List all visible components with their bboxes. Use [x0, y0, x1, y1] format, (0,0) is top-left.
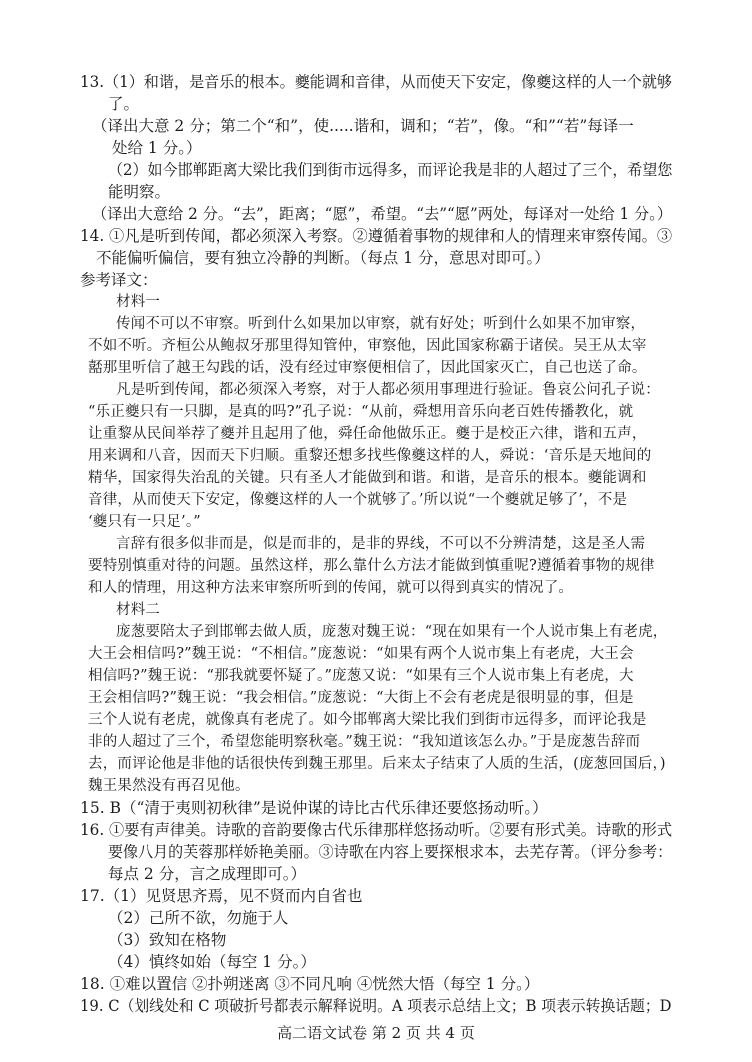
text-line: 每点 2 分，言之成理即可。） [108, 865, 306, 883]
text-line: ‘夔只有一只足’。” [88, 514, 201, 530]
text-line: 要特别慎重对待的问题。虽然这样，那么靠什么方法才能做到慎重呢?遵循着事物的规律 [88, 558, 655, 574]
text-line: 16. ①要有声律美。诗歌的音韵要像古代乐律那样悠扬动听。②要有形式美。诗歌的形式 [80, 821, 673, 839]
text-line: 14. ①凡是听到传闻，都必须深入考察。②遵循着事物的规律和人的情理来审察传闻。③ [80, 227, 673, 245]
text-line: 让重黎从民间举荐了夔并且起用了他，舜任命他做乐正。夔于是校正六律，谐和五声， [88, 426, 647, 442]
text-line: 去，而评论他是非他的话很快传到魏王那里。后来太子结束了人质的生活，(庞葱回国后，) [88, 756, 666, 772]
text-line: 了。 [108, 95, 140, 113]
page-footer: 高二语文试卷 第 2 页 共 4 页 [277, 1024, 475, 1042]
text-line: 传闻不可以不审察。听到什么如果加以审察，就有好处；听到什么如果不加审察， [116, 316, 646, 332]
text-line: 相信吗?”魏王说：“那我就要怀疑了。”庞葱又说：“如果有三个人说市集上有老虎，大 [88, 668, 634, 684]
text-line: （2）己所不欲，勿施于人 [108, 909, 289, 927]
text-line: 凡是听到传闻，都必须深入考察，对于人都必须用事理进行验证。鲁哀公问孔子说： [116, 382, 660, 398]
text-line: 15. B（“清于夷则初秋律”是说仲谋的诗比古代乐律还要悠扬动听。） [80, 799, 548, 817]
text-line: 王会相信吗?”魏王说：“我会相信。”庞葱说：“大街上不会有老虎是很明显的事，但是 [88, 690, 634, 706]
text-line: 处给 1 分。） [112, 139, 202, 157]
text-line: 13.（1）和谐，是音乐的根本。夔能调和音律，从而使天下安定，像夔这样的人一个就够 [80, 73, 673, 91]
text-line: 材料一 [116, 294, 161, 310]
text-line: 庞葱要陪太子到邯郸去做人质，庞葱对魏王说：“现在如果有一个人说市集上有老虎， [116, 624, 668, 640]
text-line: 言辞有很多似非而是，似是而非的，是非的界线，不可以不分辨清楚，这是圣人需 [116, 536, 646, 552]
text-line: 用来调和八音，因而天下归顺。重黎还想多找些像夔这样的人，舜说：‘音乐是天地间的 [88, 448, 652, 464]
text-line: 大王会相信吗?”魏王说：“不相信。”庞葱说：“如果有两个人说市集上有老虎，大王会 [88, 646, 634, 662]
text-line: 能明察。 [108, 183, 171, 201]
text-line: 19. C（划线处和 C 项破折号都表示解释说明。A 项表示总结上文；B 项表示转换话题；D [80, 997, 672, 1015]
text-line: “乐正夔只有一只脚，是真的吗?”孔子说：“从前，舜想用音乐向老百姓传播教化，就 [88, 404, 634, 420]
text-line: （译出大意给 2 分。“去”，距离；“愿”，希望。“去”“愿”两处，每译对一处给 1 分。） [92, 205, 673, 223]
text-line: 不能偏听偏信，要有独立冷静的判断。（每点 1 分，意思对即可。） [96, 249, 550, 267]
text-line: 精华，国家得失治乱的关键。只有圣人才能做到和谐。和谐，是音乐的根本。夔能调和 [88, 470, 647, 486]
text-line: 不如不听。齐桓公从鲍叔牙那里得知管仲，审察他，因此国家称霸于诸侯。吴王从太宰 [88, 338, 647, 354]
text-line: 和人的情理，用这种方法来审察所听到的传闻，就可以得到真实的情况了。 [88, 580, 574, 596]
text-line: 音律，从而使天下安定，像夔这样的人一个就够了。’所以说“一个夔就足够了’，不是 [88, 492, 628, 508]
text-line: 要像八月的芙蓉那样娇艳美丽。③诗歌在内容上要探根求本，去芜存菁。（评分参考： [108, 843, 673, 861]
text-line: 18. ①难以置信 ②扑朔迷离 ③不同凡响 ④恍然大悟（每空 1 分。） [80, 975, 540, 993]
text-line: 嚭那里听信了越王勾践的话，没有经过审察便相信了，因此国家灭亡，自己也送了命。 [88, 360, 647, 376]
text-line: （2）如今邯郸距离大梁比我们到街市远得多，而评论我是非的人超过了三个，希望您 [108, 161, 673, 179]
text-line: （4）慎终如始（每空 1 分。） [108, 953, 316, 971]
text-line: （译出大意 2 分；第二个“和”，使.....谐和，调和；“若”，像。“和”“若”每译一 [92, 117, 634, 135]
text-line: 17.（1）见贤思齐焉，见不贤而内自省也 [80, 887, 363, 905]
text-line: 参考译文： [80, 271, 158, 289]
text-line: 魏王果然没有再召见他。 [88, 778, 250, 794]
text-line: （3）致知在格物 [108, 931, 227, 949]
text-line: 三个人说有老虎，就像真有老虎了。如今邯郸离大梁比我们到街市远得多，而评论我是 [88, 712, 647, 728]
text-line: 非的人超过了三个，希望您能明察秋毫。”魏王说：“我知道该怎么办。”于是庞葱告辞而 [88, 734, 641, 750]
text-line: 材料二 [116, 602, 161, 618]
